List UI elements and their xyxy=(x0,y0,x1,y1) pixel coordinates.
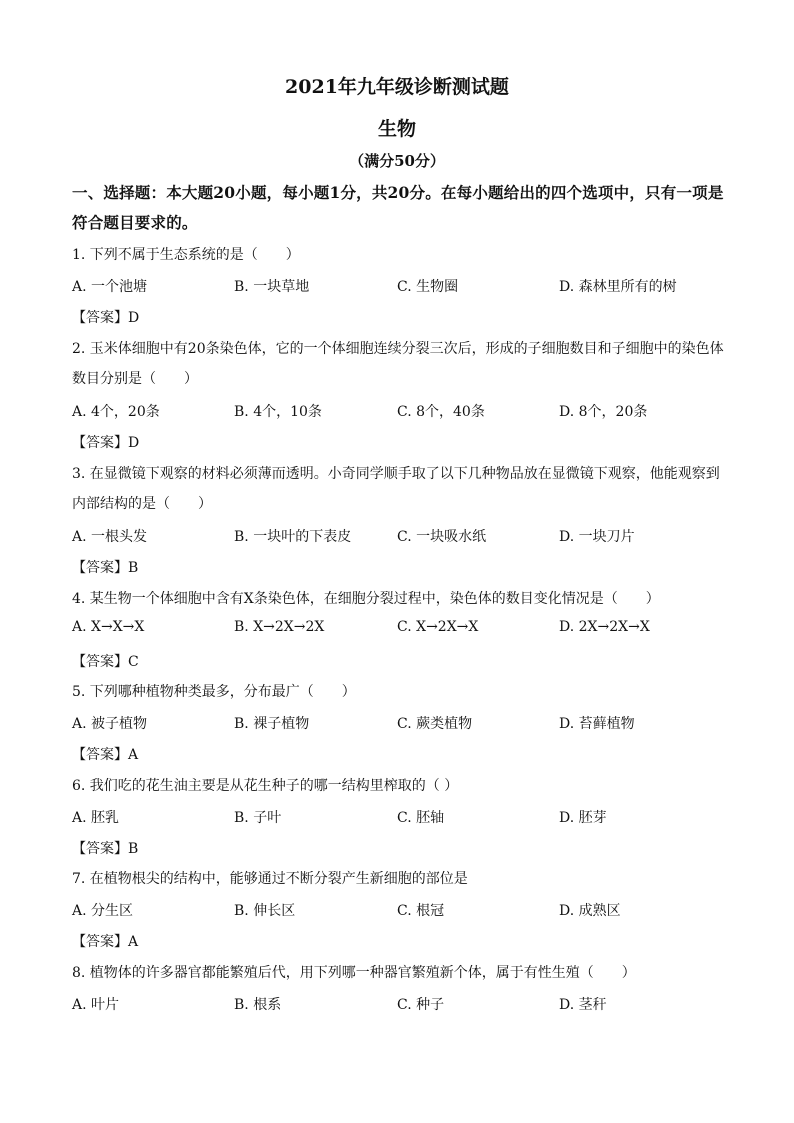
option-a: A. X→X→X xyxy=(72,619,145,635)
option-d: D. 8个，20条 xyxy=(559,404,648,420)
question-options xyxy=(72,526,732,548)
option-d: D. 2X→2X→X xyxy=(559,619,650,635)
question-options xyxy=(72,276,732,298)
score-note: （满分50分） xyxy=(349,152,445,170)
section-heading: 一、选择题：本大题20小题，每小题1分，共20分。在每小题给出的四个选项中，只有一项是符合题目要求的。 xyxy=(72,183,724,232)
option-a: A. 4个，20条 xyxy=(72,404,160,420)
option-d: D. 一块刀片 xyxy=(559,529,635,545)
question-options xyxy=(72,900,732,922)
question-stem: 4. 某生物一个体细胞中含有X条染色体，在细胞分裂过程中，染色体的数目变化情况是（ ） xyxy=(72,591,660,607)
answer-line xyxy=(72,432,139,452)
question-stem: 2. 玉米体细胞中有20条染色体，它的一个体细胞连续分裂三次后，形成的子细胞数目和子细胞中的染色体数目分别是（ ） xyxy=(72,341,724,387)
answer-tag: 【答案】 xyxy=(72,747,128,763)
answer-tag: 【答案】 xyxy=(72,934,128,950)
exam-title: 2021年九年级诊断测试题 xyxy=(285,76,509,98)
option-a: A. 一根头发 xyxy=(72,529,148,545)
answer-value: A xyxy=(128,747,139,763)
question-options xyxy=(72,994,732,1016)
question-stem: 1. 下列不属于生态系统的是（ ） xyxy=(72,247,300,263)
option-b: B. 裸子植物 xyxy=(234,716,310,732)
question-stem: 7. 在植物根尖的结构中，能够通过不断分裂产生新细胞的部位是 xyxy=(72,871,468,887)
option-b: B. 子叶 xyxy=(234,810,282,826)
answer-line xyxy=(72,744,138,764)
option-c: C. 8个，40条 xyxy=(397,404,485,420)
option-d: D. 苔藓植物 xyxy=(559,716,635,732)
option-d: D. 胚芽 xyxy=(559,810,607,826)
option-b: B. 一块叶的下表皮 xyxy=(234,529,352,545)
option-b: B. 一块草地 xyxy=(234,279,310,295)
question-options xyxy=(72,619,732,641)
option-a: A. 一个池塘 xyxy=(72,279,148,295)
answer-line xyxy=(72,838,138,858)
option-a: A. 被子植物 xyxy=(72,716,148,732)
answer-tag: 【答案】 xyxy=(72,841,128,857)
question-stem: 3. 在显微镜下观察的材料必须薄而透明。小奇同学顺手取了以下几种物品放在显微镜下观察，他能观察到内部结构的是（ ） xyxy=(72,466,720,512)
option-c: C. X→2X→X xyxy=(397,619,479,635)
answer-line xyxy=(72,931,138,951)
question-stem: 5. 下列哪种植物种类最多，分布最广（ ） xyxy=(72,684,356,700)
question-options xyxy=(72,807,732,829)
answer-value: D xyxy=(128,435,140,451)
option-c: C. 胚轴 xyxy=(397,810,445,826)
answer-line xyxy=(72,557,138,577)
question-options xyxy=(72,713,732,735)
question-stem: 6. 我们吃的花生油主要是从花生种子的哪一结构里榨取的（ ） xyxy=(72,778,459,794)
option-c: C. 种子 xyxy=(397,997,445,1013)
question-options xyxy=(72,401,732,423)
answer-value: B xyxy=(128,560,139,576)
option-c: C. 生物圈 xyxy=(397,279,459,295)
answer-line xyxy=(72,651,139,671)
answer-value: C xyxy=(128,654,139,670)
answer-value: A xyxy=(128,934,139,950)
option-b: B. 伸长区 xyxy=(234,903,296,919)
option-d: D. 森林里所有的树 xyxy=(559,279,677,295)
option-b: B. 4个，10条 xyxy=(234,404,322,420)
option-d: D. 成熟区 xyxy=(559,903,621,919)
answer-tag: 【答案】 xyxy=(72,654,128,670)
option-c: C. 根冠 xyxy=(397,903,445,919)
option-a: A. 叶片 xyxy=(72,997,120,1013)
option-b: B. 根系 xyxy=(234,997,282,1013)
answer-value: B xyxy=(128,841,139,857)
answer-line xyxy=(72,307,139,327)
option-c: C. 蕨类植物 xyxy=(397,716,473,732)
answer-tag: 【答案】 xyxy=(72,435,128,451)
subject-title: 生物 xyxy=(377,118,416,140)
option-a: A. 胚乳 xyxy=(72,810,120,826)
answer-value: D xyxy=(128,310,140,326)
question-stem: 8. 植物体的许多器官都能繁殖后代，用下列哪一种器官繁殖新个体，属于有性生殖（ ） xyxy=(72,965,636,981)
answer-tag: 【答案】 xyxy=(72,560,128,576)
answer-tag: 【答案】 xyxy=(72,310,128,326)
option-a: A. 分生区 xyxy=(72,903,134,919)
option-b: B. X→2X→2X xyxy=(234,619,325,635)
option-c: C. 一块吸水纸 xyxy=(397,529,487,545)
option-d: D. 茎秆 xyxy=(559,997,607,1013)
